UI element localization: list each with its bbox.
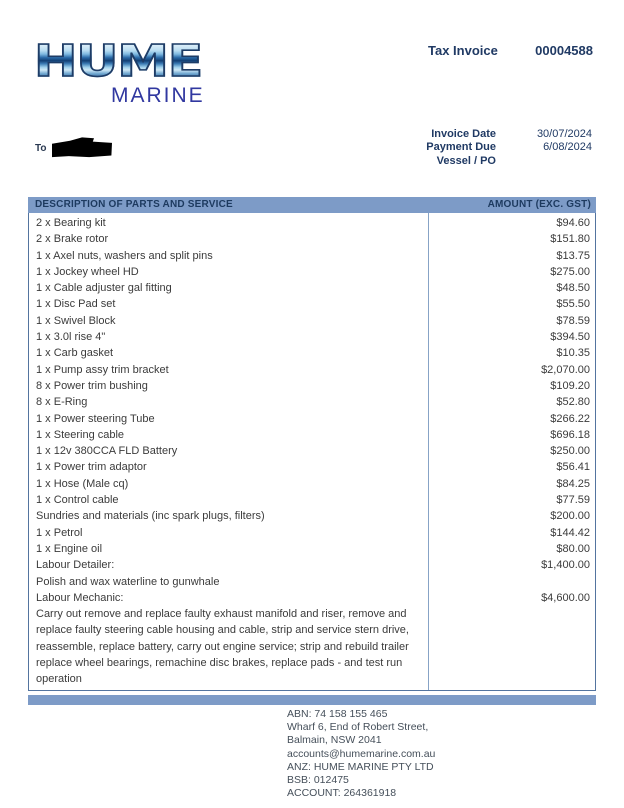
doc-type-label: Tax Invoice (428, 43, 498, 58)
item-amount: $4,600.00 (541, 591, 590, 604)
item-description: 1 x Hose (Male cq) (36, 477, 129, 490)
table-row (29, 329, 595, 345)
item-amount: $2,070.00 (541, 363, 590, 376)
item-amount: $266.22 (550, 412, 590, 425)
table-row (29, 590, 595, 688)
item-description: Sundries and materials (inc spark plugs, filters) (36, 510, 265, 523)
meta-value: 30/07/2024 (536, 128, 592, 140)
column-header-description: DESCRIPTION OF PARTS AND SERVICE (35, 199, 233, 210)
company-logo (34, 36, 205, 107)
table-row (29, 345, 595, 361)
item-description: 1 x Disc Pad set (36, 298, 116, 311)
table-row (29, 427, 595, 443)
meta-label: Vessel / PO (436, 154, 496, 167)
meta-value: 6/08/2024 (543, 141, 592, 154)
logo-wordmark-marine: MARINE (111, 84, 205, 107)
column-header-amount: AMOUNT (EXC. GST) (487, 199, 591, 210)
table-row (29, 525, 595, 541)
line-items-table (28, 197, 596, 705)
footer-line: ACCOUNT: 264361918 (287, 787, 397, 800)
footer-line: Balmain, NSW 2041 (287, 734, 382, 747)
item-amount: $48.50 (556, 282, 590, 295)
table-footer-bar (28, 695, 596, 705)
item-description: 1 x Axel nuts, washers and split pins (36, 249, 213, 262)
meta-value (496, 155, 592, 168)
table-row (29, 215, 595, 231)
footer-line: ANZ: HUME MARINE PTY LTD (287, 760, 434, 773)
item-amount: $275.00 (550, 265, 590, 278)
footer-line: BSB: 012475 (287, 774, 349, 787)
meta-row (332, 155, 592, 168)
table-row (29, 313, 595, 329)
table-header-bar (28, 197, 596, 213)
footer-line: accounts@humemarine.com.au (287, 747, 436, 760)
footer-line: ABN: 74 158 155 465 (287, 708, 388, 720)
item-amount: $55.50 (556, 298, 590, 311)
meta-row (332, 128, 592, 141)
table-row (29, 508, 595, 524)
item-description: 2 x Bearing kit (36, 217, 106, 229)
item-description: 1 x Engine oil (36, 542, 103, 555)
item-amount: $151.80 (550, 233, 590, 246)
table-row (29, 443, 595, 459)
company-details (287, 708, 435, 800)
item-description: 1 x Jockey wheel HD (36, 265, 139, 278)
item-amount: $200.00 (550, 510, 590, 523)
table-row (29, 394, 595, 410)
to-label: To (35, 143, 47, 154)
table-row (29, 492, 595, 508)
column-divider (428, 213, 429, 690)
item-description: 1 x Carb gasket (36, 347, 114, 360)
item-amount: $250.00 (550, 445, 590, 458)
item-description: 1 x Power trim adaptor (36, 461, 147, 474)
invoice-meta (332, 128, 592, 168)
item-amount: $1,400.00 (541, 559, 590, 572)
item-description: 1 x Petrol (36, 526, 83, 539)
item-description: 2 x Brake rotor (36, 233, 109, 246)
table-row (29, 541, 595, 557)
table-row (29, 557, 595, 590)
table-row (29, 231, 595, 247)
table-body (28, 213, 596, 691)
item-amount: $77.59 (556, 494, 590, 507)
table-row (29, 459, 595, 475)
logo-wordmark-hume: HUME (34, 36, 203, 87)
table-row (29, 362, 595, 378)
item-amount: $144.42 (550, 526, 590, 539)
item-amount: $94.60 (556, 217, 590, 229)
item-description: 1 x Swivel Block (36, 314, 116, 327)
item-amount: $109.20 (550, 379, 590, 392)
table-row (29, 378, 595, 394)
item-amount: $13.75 (556, 249, 590, 262)
invoice-number: 00004588 (535, 43, 593, 58)
item-amount: $56.41 (556, 461, 590, 474)
item-description: 1 x Steering cable (36, 428, 125, 441)
item-amount: $80.00 (556, 542, 590, 555)
item-description: 1 x Power steering Tube (36, 412, 155, 425)
item-description: 1 x Cable adjuster gal fitting (36, 282, 172, 295)
item-amount: $52.80 (556, 396, 590, 409)
table-row (29, 248, 595, 264)
item-description: Labour Detailer: Polish and wax waterline to gunwhale (36, 559, 220, 588)
item-amount: $10.35 (556, 347, 590, 360)
item-description: 1 x 3.0l rise 4" (36, 331, 106, 344)
meta-label: Payment Due (426, 141, 496, 154)
document-title-row (428, 43, 593, 58)
footer-line: Wharf 6, End of Robert Street, (287, 721, 429, 734)
table-row (29, 296, 595, 312)
table-row (29, 264, 595, 280)
meta-label: Invoice Date (431, 128, 496, 140)
item-description: 1 x Pump assy trim bracket (36, 363, 169, 376)
item-description: 1 x 12v 380CCA FLD Battery (36, 445, 178, 458)
meta-row (332, 141, 592, 154)
item-description: 8 x Power trim bushing (36, 379, 148, 392)
table-row (29, 476, 595, 492)
table-row (29, 411, 595, 427)
item-amount: $78.59 (556, 314, 590, 327)
table-row (29, 280, 595, 296)
item-amount: $394.50 (550, 331, 590, 344)
item-description: 1 x Control cable (36, 494, 119, 507)
item-amount: $696.18 (550, 428, 590, 441)
item-description: Labour Mechanic: Carry out remove and replace faulty exhaust manifold and riser, remove and replace faulty steering cable housing and cable, strip and service stern drive, reassemble, replace battery, carry out engine service; strip and rebuild trailer replace wheel bearings, remachine disc brakes, replace pads - and test run operation (36, 591, 409, 686)
item-description: 8 x E-Ring (36, 396, 88, 409)
item-amount: $84.25 (556, 477, 590, 490)
redacted-recipient-name (52, 137, 112, 158)
